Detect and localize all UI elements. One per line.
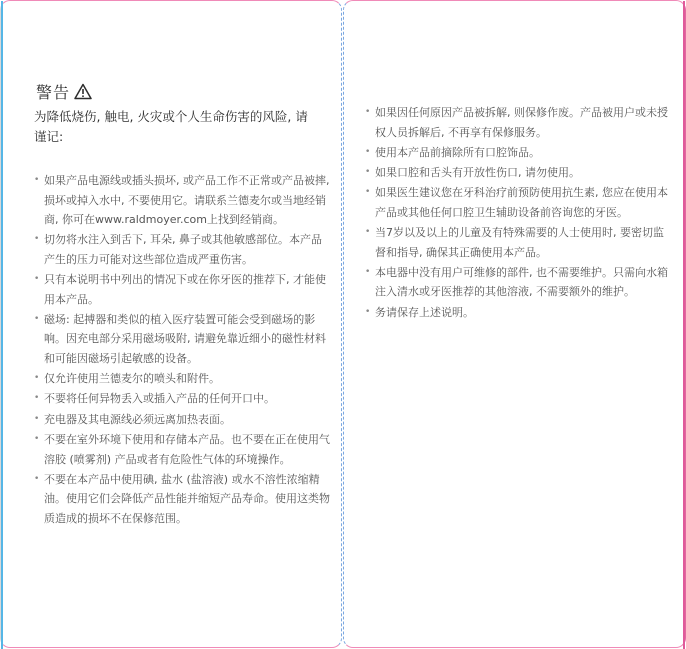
left-page-edge bbox=[1, 1, 3, 649]
left-page bbox=[0, 0, 342, 648]
list-item: • 充电器及其电源线必须远离加热表面。 bbox=[34, 410, 331, 430]
list-item: • 只有本说明书中列出的情况下或在你牙医的推荐下, 才能使用本产品。 bbox=[34, 270, 331, 309]
list-item: • 不要在本产品中使用碘, 盐水 (盐溶液) 或水不溶性浓缩精油。使用它们会降低产品性能并缩短产品寿命。使用这类物质造成的损坏不在保修范围。 bbox=[34, 470, 331, 529]
list-item: • 不要在室外环境下使用和存储本产品。也不要在正在使用气溶胶 (喷雾剂) 产品或者有危险性气体的环境操作。 bbox=[34, 430, 331, 469]
right-warning-list bbox=[365, 103, 669, 323]
list-item: • 如果口腔和舌头有开放性伤口, 请勿使用。 bbox=[365, 163, 669, 183]
list-item: • 务请保存上述说明。 bbox=[365, 303, 669, 323]
list-item: • 本电器中没有用户可维修的部件, 也不需要维护。只需向水箱注入清水或牙医推荐的其他溶液, 不需要额外的维护。 bbox=[365, 263, 669, 302]
list-item: • 切勿将水注入到舌下, 耳朵, 鼻子或其他敏感部位。本产品产生的压力可能对这些部位造成严重伤害。 bbox=[34, 230, 331, 269]
list-item: • 如果产品电源线或插头损坏, 或产品工作不正常或产品被摔, 损坏或掉入水中, 不要使用它。请联系兰德麦尔或当地经销商, 你可在www.raldmoyer.com上找到经销商。 bbox=[34, 171, 331, 230]
right-page-edge bbox=[683, 1, 685, 649]
left-warning-list bbox=[34, 171, 331, 529]
warning-triangle-icon bbox=[74, 83, 92, 100]
list-item: • 磁场: 起搏器和类似的植入医疗装置可能会受到磁场的影响。因充电部分采用磁场吸附, 请避免靠近细小的磁性材料和可能因磁场引起敏感的设备。 bbox=[34, 310, 331, 369]
list-item: • 如果医生建议您在牙科治疗前预防使用抗生素, 您应在使用本产品或其他任何口腔卫生辅助设备前咨询您的牙医。 bbox=[365, 183, 669, 222]
list-item: • 不要将任何异物丢入或插入产品的任何开口中。 bbox=[34, 389, 331, 409]
list-item: • 使用本产品前摘除所有口腔饰品。 bbox=[365, 143, 669, 163]
list-item: • 仅允许使用兰德麦尔的喷头和附件。 bbox=[34, 369, 331, 389]
warning-heading bbox=[36, 80, 92, 103]
warning-title: 警告 bbox=[36, 83, 71, 102]
list-item: • 如果因任何原因产品被拆解, 则保修作废。产品被用户或未授权人员拆解后, 不再享有保修服务。 bbox=[365, 103, 669, 142]
list-item: • 当7岁以及以上的儿童及有特殊需要的人士使用时, 要密切监督和指导, 确保其正确使用本产品。 bbox=[365, 223, 669, 262]
warning-intro: 为降低烧伤, 触电, 火灾或个人生命伤害的风险, 请谨记: bbox=[34, 109, 308, 144]
right-page bbox=[343, 0, 686, 648]
